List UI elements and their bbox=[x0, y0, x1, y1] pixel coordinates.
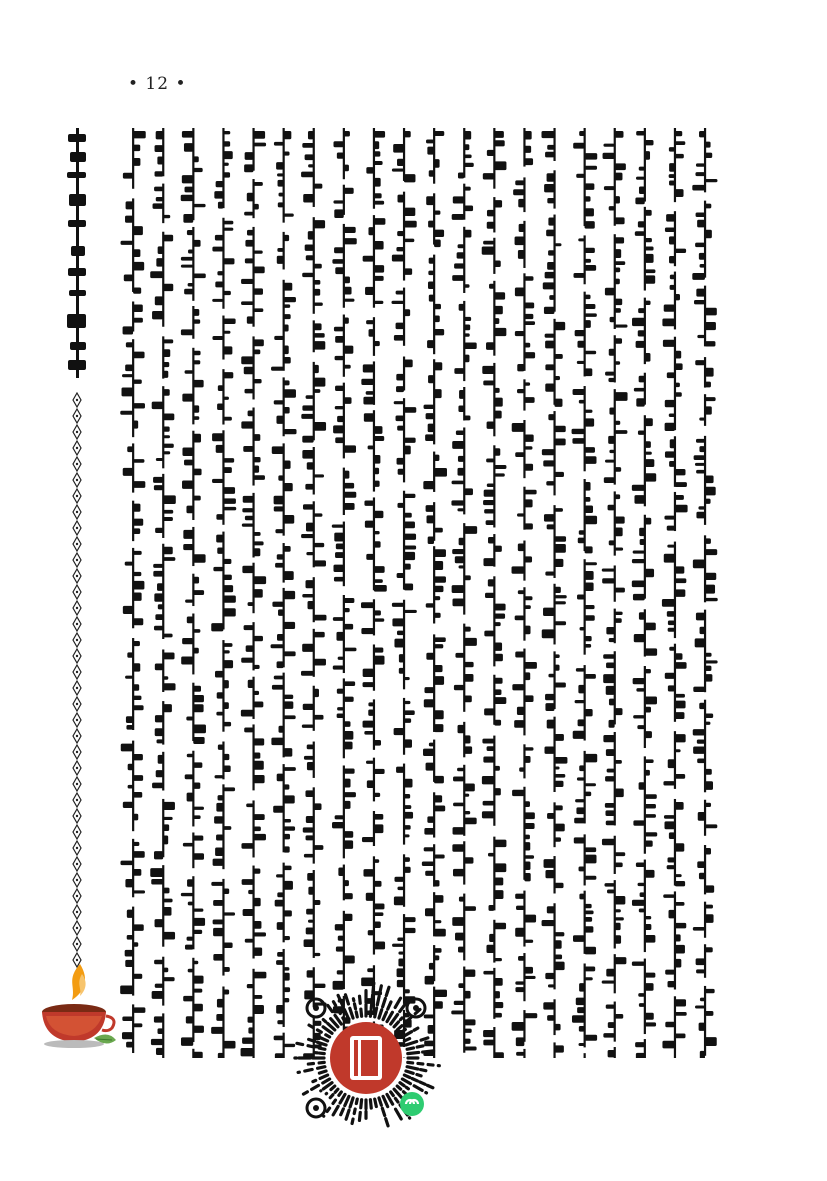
text-line bbox=[211, 128, 236, 1058]
text-line bbox=[512, 128, 538, 1058]
running-title bbox=[64, 128, 90, 378]
mongolian-text-block bbox=[118, 128, 720, 1058]
tea-cup-icon bbox=[36, 960, 120, 1050]
text-line bbox=[572, 128, 598, 1058]
text-line bbox=[662, 128, 688, 1058]
text-line bbox=[541, 128, 567, 1058]
mongolian-text-lines bbox=[118, 128, 720, 1058]
text-line bbox=[301, 128, 327, 1058]
text-line bbox=[241, 128, 267, 1058]
text-line bbox=[692, 128, 717, 1058]
text-line bbox=[181, 128, 206, 1058]
text-line bbox=[451, 128, 477, 1053]
page-number: • 12 • bbox=[128, 74, 187, 94]
text-line bbox=[271, 128, 297, 1058]
qr-code-icon[interactable] bbox=[286, 978, 446, 1138]
text-line bbox=[120, 128, 146, 1053]
text-line bbox=[482, 128, 507, 1058]
text-line bbox=[602, 128, 628, 1058]
text-line bbox=[632, 128, 657, 1058]
diamond-chain-ornament-icon bbox=[70, 392, 84, 972]
text-line bbox=[422, 128, 447, 1058]
green-link-badge-icon bbox=[400, 1092, 424, 1116]
text-line bbox=[332, 128, 357, 1055]
text-line bbox=[391, 128, 416, 1058]
text-line bbox=[150, 128, 176, 1058]
text-line bbox=[361, 128, 387, 1058]
